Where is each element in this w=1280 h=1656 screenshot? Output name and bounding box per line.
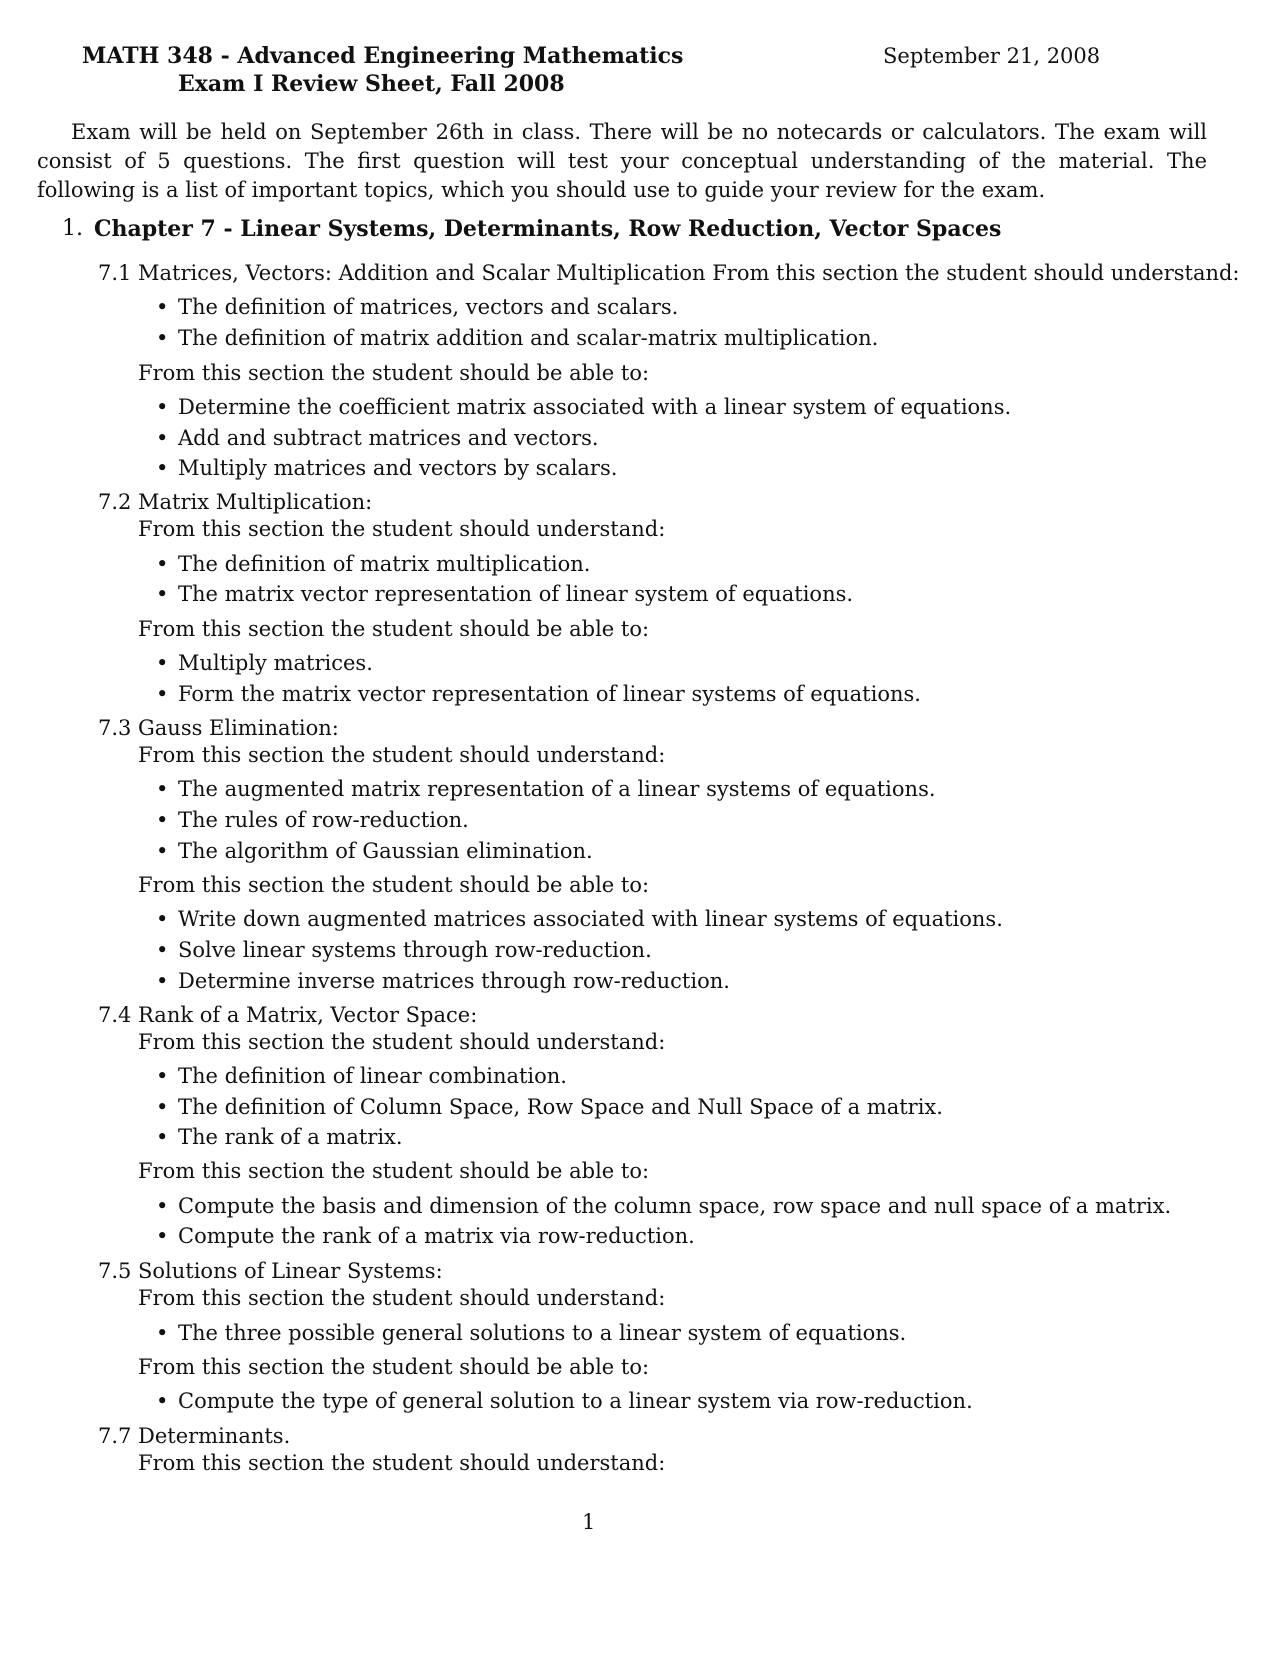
understand-heading: From this section the student should understand: (138, 1286, 666, 1310)
bullet-icon: • (156, 1095, 169, 1119)
sheet-title: Exam I Review Sheet, Fall 2008 (178, 71, 565, 97)
bullet-icon: • (156, 777, 169, 801)
document-page: MATH 348 - Advanced Engineering Mathematics Exam I Review Sheet, Fall 2008 September 21, 2008 Exam will be held on September 26th in class. There will be no notecards or calculators. The exam will consist of 5 questions. The first question will test your conceptual understanding of the material. The following is a list of important topics, which you should use to guide your review for the exam. 1. Chapter 7 - Linear Systems, Determinants, Row Reduction, Vector Spaces 7.1 Matrices, Vectors: Addition and Scalar Multiplication From this section the student should understand: • The definition of matrices, vectors and scalars. • The definition of matrix addition and scalar-matrix multiplication. From this section the student should be able to: • Determine the coefficient matrix associated with a linear system of equations. • Add and subtract matrices and vectors. • Multiply matrices and vectors by scalars. 7.2 Matrix Multiplication: From this section the student should understand: • The definition of matrix multiplication. • The matrix vector representation of linear system of equations. From this section the student should be able to: • Multiply matrices. • Form the matrix vector representation of linear systems of equations. 7.3 Gauss Elimination: From this section the student should understand: • The augmented matrix representation of a linear systems of equations. • The rules of row-reduction. • The algorithm of Gaussian elimination. From this section the student should be able to: • Write down augmented matrices associated with linear systems of equations. • Solve linear systems through row-reduction. • Determine inverse matrices through row-reduction. 7.4 Rank of a Matrix, Vector Space: From this section the student should understand: • The definition of linear combination. • The definition of Column Space, Row Space and Null Space of a matrix. • The rank of a matrix. From this section the student should be able to: • Compute the basis and dimension of the column space, row space and null space of a matrix. • Compute the rank of a matrix via row-reduction. 7.5 Solutions of Linear Systems: From this section the student should understand: • The three possible general solutions to a linear system of equations. From this section the student should be able to: • Compute the type of general solution to a linear system via row-reduction. 7.7 Determinants. From this section the student should understand: 1 (37, 43, 1240, 1534)
chapter-number: 1. (62, 216, 83, 241)
bullet-icon: • (156, 938, 169, 962)
able-heading: From this section the student should be able to: (138, 361, 650, 385)
bullet-icon: • (156, 295, 169, 319)
section-title: Gauss Elimination: (138, 716, 339, 740)
able-heading: From this section the student should be able to: (138, 1355, 650, 1379)
section-number: 7.7 (98, 1424, 132, 1448)
section-number: 7.5 (98, 1259, 132, 1283)
bullet-icon: • (156, 969, 169, 993)
bullet-icon: • (156, 1224, 169, 1248)
intro-paragraph (37, 118, 1207, 205)
bullet-icon: • (156, 839, 169, 863)
course-title: MATH 348 - Advanced Engineering Mathematics (82, 43, 684, 69)
bullet-icon: • (156, 682, 169, 706)
bullet-icon: • (156, 1125, 169, 1149)
understand-heading: From this section the student should understand: (138, 1030, 666, 1054)
section-title: Matrix Multiplication: (138, 490, 373, 514)
bullet-icon: • (156, 907, 169, 931)
section-number: 7.1 (98, 261, 132, 285)
section-title: Determinants. (138, 1424, 291, 1448)
bullet-icon: • (156, 1194, 169, 1218)
bullet-icon: • (156, 552, 169, 576)
section-number: 7.4 (98, 1003, 132, 1027)
chapter-heading (62, 216, 1002, 246)
chapter-title: Chapter 7 - Linear Systems, Determinants, Row Reduction, Vector Spaces (94, 216, 1002, 242)
bullet-icon: • (156, 582, 169, 606)
bullet-icon: • (156, 1321, 169, 1345)
understand-heading: From this section the student should understand: (138, 743, 666, 767)
bullet-icon: • (156, 651, 169, 675)
able-heading: From this section the student should be able to: (138, 1159, 650, 1183)
section-number: 7.3 (98, 716, 132, 740)
bullet-icon: • (156, 395, 169, 419)
bullet-icon: • (156, 456, 169, 480)
bullet-icon: • (156, 1389, 169, 1413)
section-number: 7.2 (98, 490, 132, 514)
bullet-icon: • (156, 426, 169, 450)
able-heading: From this section the student should be able to: (138, 617, 650, 641)
section-title: Matrices, Vectors: Addition and Scalar Multiplication From this section the student should understand: (138, 261, 1240, 285)
document-date: September 21, 2008 (883, 44, 1101, 68)
understand-heading: From this section the student should understand: (138, 517, 666, 541)
understand-heading: From this section the student should understand: (138, 1451, 666, 1475)
bullet-icon: • (156, 808, 169, 832)
bullet-icon: • (156, 1064, 169, 1088)
bullet-icon: • (156, 326, 169, 350)
able-heading: From this section the student should be able to: (138, 873, 650, 897)
section-title: Rank of a Matrix, Vector Space: (138, 1003, 478, 1027)
intro-text: Exam will be held on September 26th in class. There will be no notecards or calculators. The exam will consist of 5 questions. The first question will test your conceptual understanding of the material. The following is a list of important topics, which you should use to guide your review for the exam. (37, 120, 1207, 202)
page-number: 1 (582, 1510, 596, 1534)
section-title: Solutions of Linear Systems: (138, 1259, 443, 1283)
